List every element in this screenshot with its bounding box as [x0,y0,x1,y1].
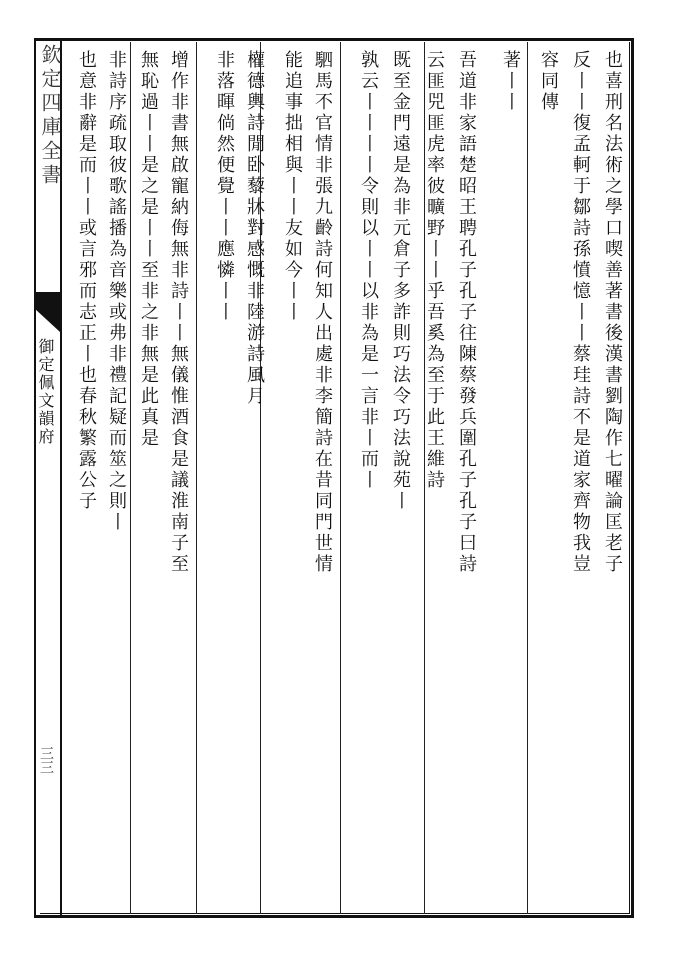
text-column [488,50,532,910]
book-title: 欽定四庫全書 [38,44,62,188]
text-line: 吾道非家語楚昭王聘孔子孔子往陳蔡發兵圍孔子孔子曰詩 [456,50,477,575]
text-column [270,50,314,910]
text-column [526,50,570,910]
text-line: 非詩序疏取彼歌謠播為音樂或弗非禮記疑而筮之則丨 [106,50,127,533]
text-line: 容同傳 [538,50,559,113]
text-line: 能追事拙相與丨丨友如今丨丨 [282,50,303,323]
fish-tail-mark-icon [34,292,60,332]
text-column [64,50,108,910]
text-line: 云匪兕匪虎率彼曠野丨丨乎吾奚為至于此王維詩 [424,50,445,491]
book-name: 御定佩文韻府 [36,338,55,446]
text-line: 反丨丨復孟軻于鄒詩孫憤憶丨丨蔡珪詩不是道家齊物我豈 [570,50,591,575]
text-line: 非落暉倘然便覺丨丨應憐丨丨 [214,50,235,323]
text-column [202,50,246,910]
text-column [346,50,390,910]
text-line: 駟馬不官情非張九齡詩何知人出處非李簡詩在昔同門世情 [312,50,333,575]
text-line: 既至金門遠是為非元倉子多詐則巧法令巧法說苑丨 [390,50,411,512]
text-line: 孰云丨丨丨丨令則以丨丨以非為是一言非丨而丨 [358,50,379,491]
page-number: 三三 [38,746,54,774]
text-line: 也喜刑名法術之學口喫善著書後漢書劉陶作七曜論匡老子 [602,50,623,575]
text-line: 增作非書無啟寵納侮無非詩丨丨無儀惟酒食是議淮南子至 [168,50,189,575]
text-line: 著丨丨 [500,50,521,113]
text-line: 無恥過丨丨是之是丨丨至非之非無是此真是 [138,50,159,449]
text-line: 權德輿詩閒卧藜牀對感慨非陸游詩風月 [244,50,265,407]
text-line: 也意非辭是而丨丨或言邪而志正丨也春秋繁露公子 [76,50,97,512]
